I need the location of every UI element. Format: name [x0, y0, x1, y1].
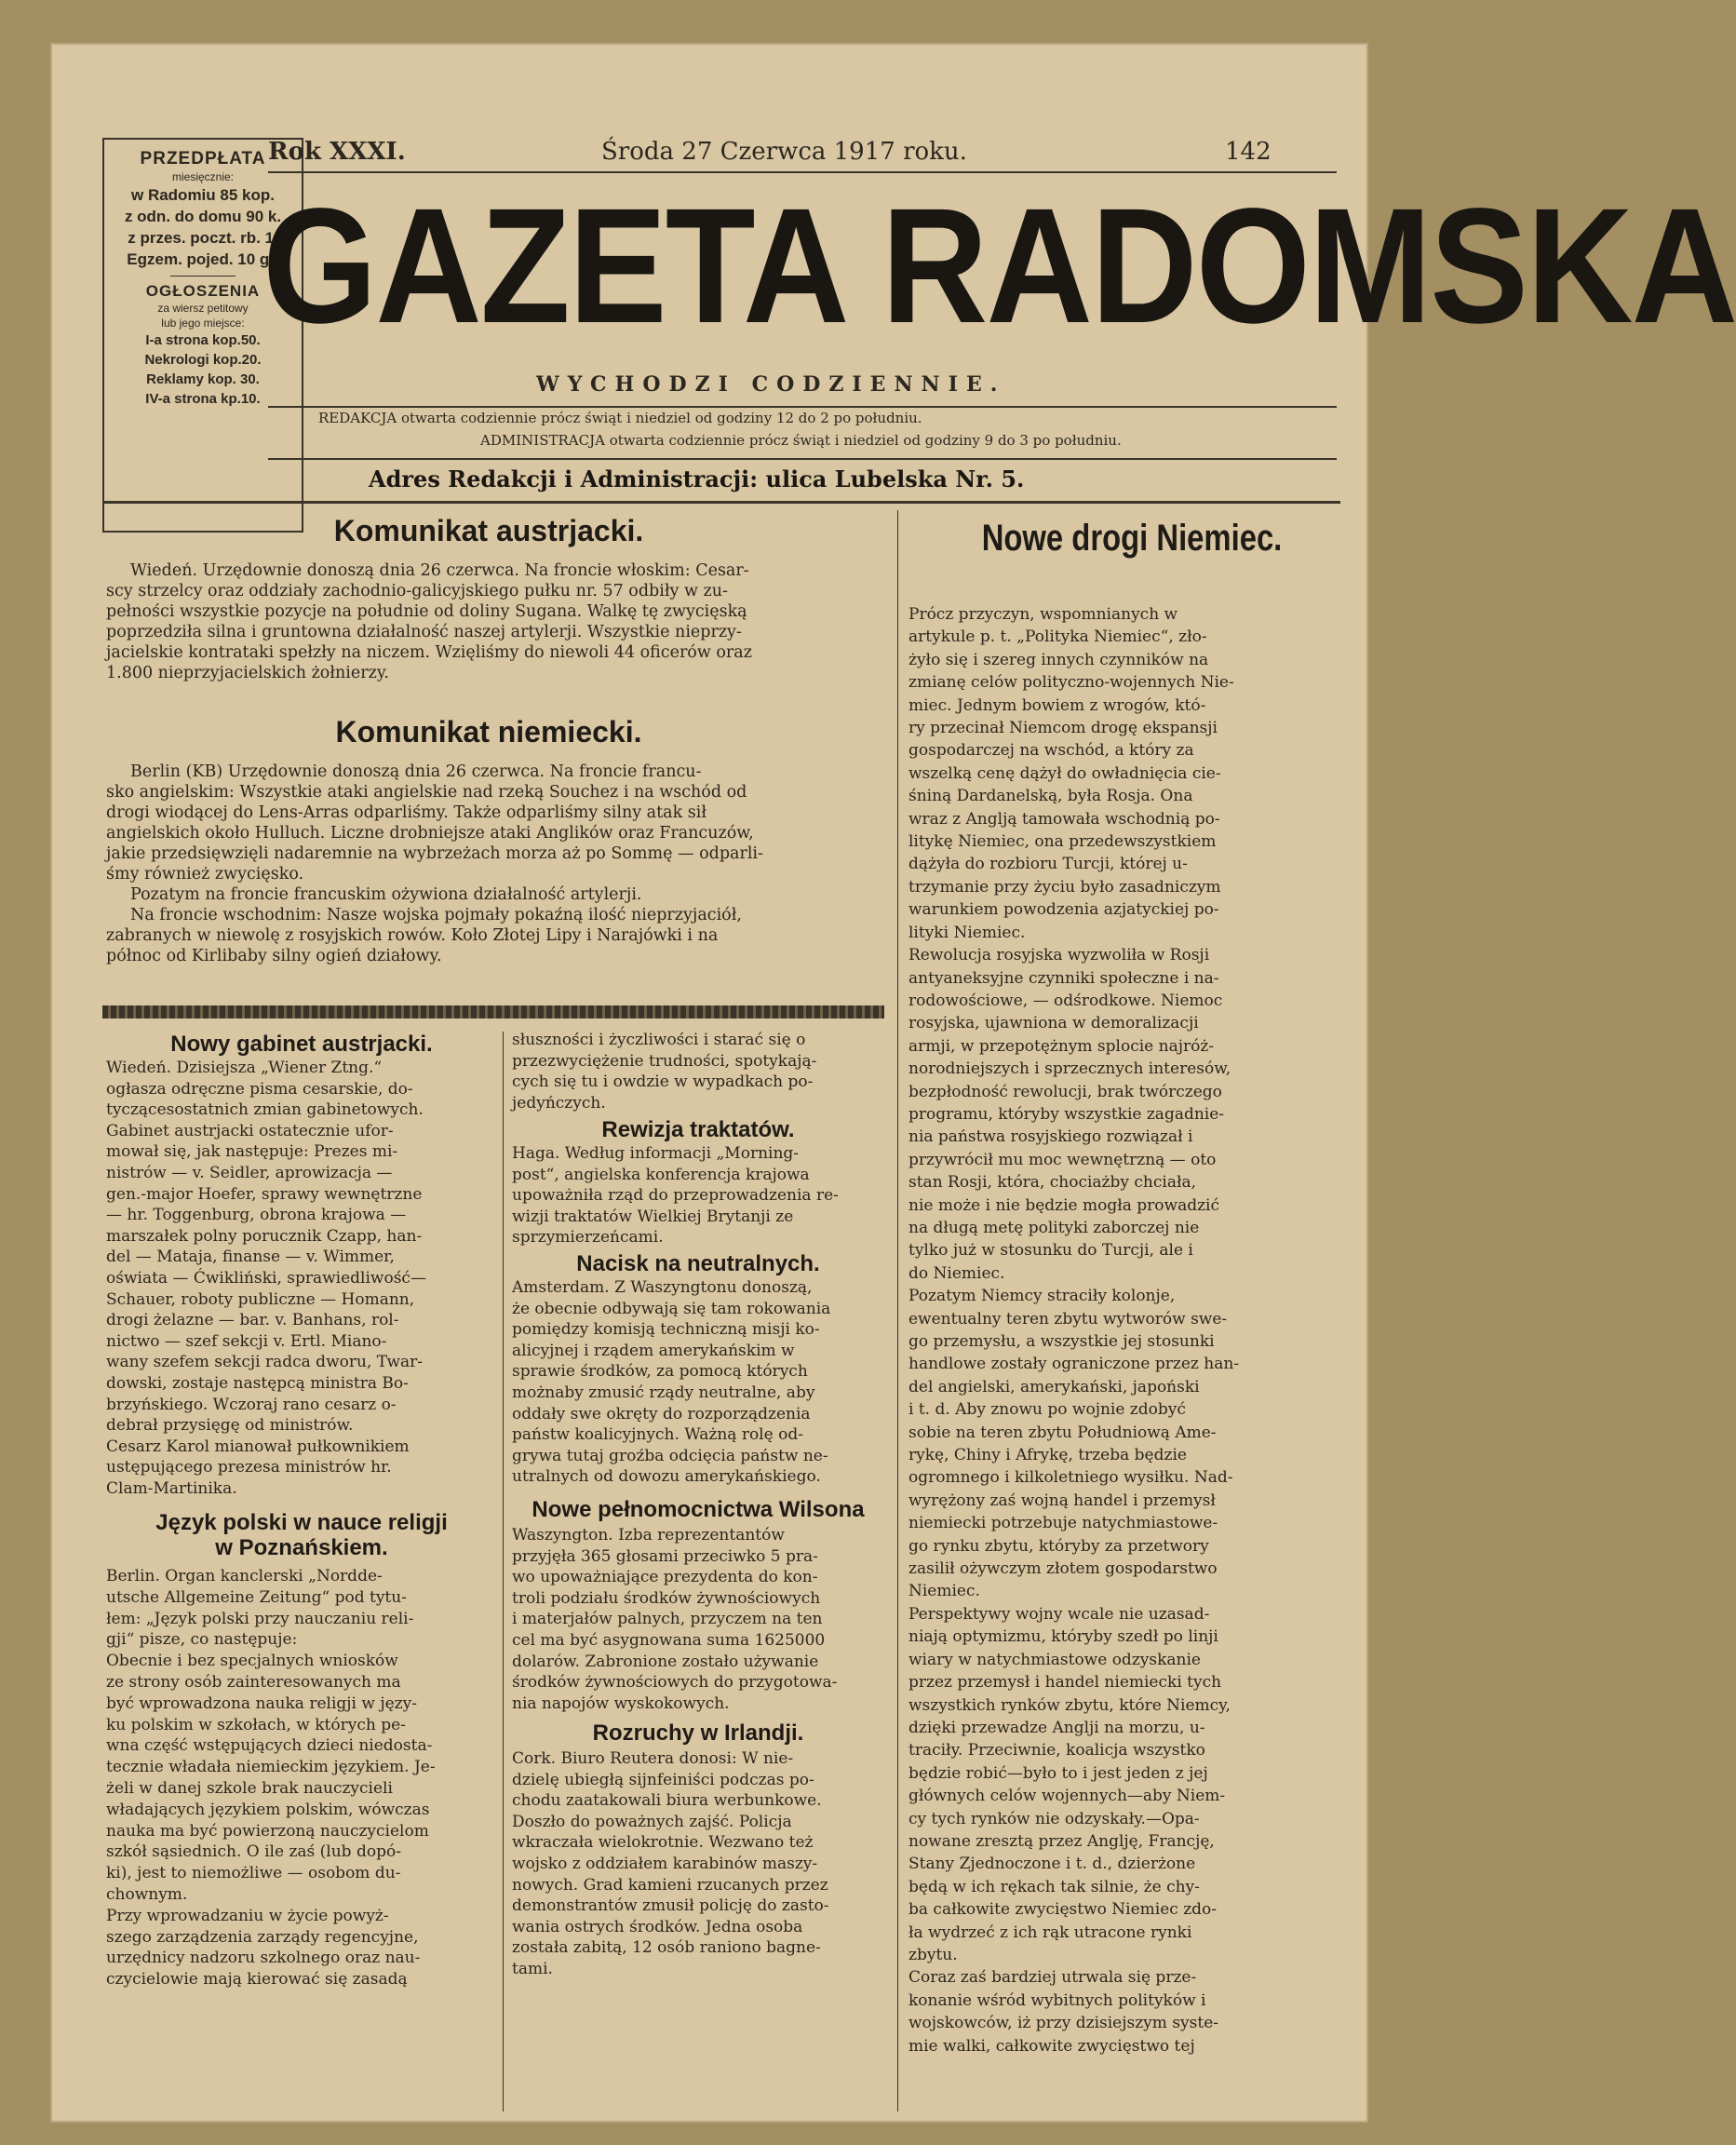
text-line: i materjałów palnych, przyczem na ten [512, 1610, 823, 1629]
headline-line: w Poznańskiem. [215, 1535, 388, 1560]
text-line: cy tych rynków nie odzyskały.—Opa- [908, 1809, 1200, 1828]
text-line: tylko już w stosunku do Turcji, ale i [908, 1241, 1193, 1261]
text-line: Cork. Biuro Reutera donosi: W nie- [512, 1749, 794, 1768]
text-line: rykę, Chiny i Afrykę, trzeba będzie [908, 1446, 1187, 1465]
headline-new-paths-germany: Nowe drogi Niemiec. [981, 518, 1283, 559]
headline-line: Język polski w nauce religji [155, 1510, 448, 1535]
text-line: sobie na teren zbytu Południową Ame- [908, 1423, 1217, 1442]
text-line: troli podziału środków żywnościowych [512, 1588, 821, 1608]
text-line: Haga. Według informacji „Morning- [512, 1144, 800, 1163]
text-line: nictwo — szef sekcji v. Ertl. Miano- [106, 1331, 387, 1351]
ad-rate: Nekrologi kop.20. [144, 352, 262, 368]
redakcja-info: REDAKCJA otwarta codziennie prócz świąt i niedziel od godziny 12 do 2 po południu. [318, 410, 922, 426]
text-line: del angielski, amerykański, japoński [908, 1377, 1200, 1396]
text-line: ła wydrzeć z ich rąk utracone rynki [908, 1922, 1192, 1942]
text-line: gji“ pisze, co następuje: [106, 1630, 298, 1650]
text-line: wojskowców, iż przy dzisiejszym syste- [908, 2014, 1219, 2033]
text-line: wany szefem sekcji radca dworu, Twar- [106, 1353, 424, 1372]
headline-ireland: Rozruchy w Irlandji. [592, 1720, 804, 1746]
column-rule [503, 1032, 504, 2111]
text-line: mie walki, całkowite zwycięstwo tej [908, 2036, 1195, 2056]
text-line: Schauer, roboty publiczne — Homann, [106, 1289, 415, 1309]
text-line: armji, w przepotężnym splocie najróż- [908, 1036, 1215, 1056]
text-line: wna część wstępujących dzieci niedosta- [106, 1736, 433, 1756]
text-line: tyczącesostatnich zmian gabinetowych. [106, 1100, 424, 1120]
ad-rate: I-a strona kop.50. [145, 332, 261, 348]
text-line: nistrów — v. Seidler, aprowizacja — [106, 1163, 393, 1182]
text-line: państw koalicyjnych. Ważną rolę od- [512, 1425, 803, 1445]
text-line: zbytu. [908, 1945, 958, 1964]
text-line: ewentualny teren zbytu wytworów swe- [908, 1309, 1228, 1329]
text-line: Coraz zaś bardziej utrwala się prze- [908, 1968, 1197, 1988]
text-line: środków żywnościowych do przygotowa- [512, 1673, 838, 1693]
text-line: Waszyngton. Izba reprezentantów [512, 1526, 785, 1545]
text-line: miec. Jednym bowiem z wrogów, któ- [908, 695, 1206, 715]
text-line: scy strzelcy oraz oddziały zachodnio-galicyjskiego pułku nr. 57 odbiły w zu- [106, 582, 728, 600]
text-line: śmy również zwycięsko. [106, 865, 304, 884]
text-line: żeli w danej szkole brak nauczycieli [106, 1778, 393, 1798]
text-line: ry przecinał Niemcom drogę ekspansji [908, 719, 1218, 738]
text-line: głównych celów wojennych—aby Niem- [908, 1787, 1226, 1806]
issue-number: 142 [1225, 138, 1272, 166]
text-line: możnaby zmusić rządy neutralne, aby [512, 1383, 815, 1402]
newspaper-page [52, 45, 1736, 2121]
header-bottom-rule [102, 501, 1340, 504]
text-line: Prócz przyczyn, wspomnianych w [908, 605, 1178, 624]
text-line: jacielskie kontrataki spełzły na niczem. Wzięliśmy do niewoli 44 oficerów oraz [106, 643, 752, 662]
text-line: — hr. Toggenburg, obrona krajowa — [106, 1206, 407, 1225]
article-ireland [512, 1748, 884, 1980]
text-line: Wiedeń. Urzędownie donoszą dnia 26 czerwca. Na froncie włoskim: Cesar- [130, 561, 749, 580]
article-austrian-communique [106, 560, 875, 683]
text-line: że obecnie odbywają się tam rokowania [512, 1299, 831, 1318]
ad-rate: Reklamy kop. 30. [146, 371, 260, 387]
text-line: ogromnego i kilkoletniego wysiłku. Nad- [908, 1468, 1233, 1488]
administracja-info: ADMINISTRACJA otwarta codziennie prócz świąt i niedziel od godziny 9 do 3 po południu. [480, 432, 1122, 449]
text-line: wszystkich rynków zbytu, które Niemcy, [908, 1695, 1231, 1715]
text-line: dążyła do rozbioru Turcji, której u- [908, 855, 1188, 874]
headline-wilson: Nowe pełnomocnictwa Wilsona [532, 1497, 865, 1522]
text-line: Berlin. Organ kanclerski „Nordde- [106, 1567, 383, 1585]
text-line: grywa tutaj groźba odcięcia państw ne- [512, 1446, 828, 1465]
rate-line: Egzem. pojed. 10 gr. [127, 250, 279, 268]
headline-new-cabinet: Nowy gabinet austrjacki. [170, 1032, 433, 1057]
text-line: i t. d. Aby znowu po wojnie zdobyć [908, 1400, 1186, 1420]
text-line: nowane zresztą przez Anglję, Francję, [908, 1831, 1215, 1851]
text-line: została zabitą, 12 osób raniono bagne- [512, 1938, 821, 1958]
article-continuation [512, 1030, 884, 1113]
text-line: del — Mataja, finanse — v. Wimmer, [106, 1248, 395, 1267]
text-line: Berlin (KB) Urzędownie donoszą dnia 26 czerwca. Na froncie francu- [130, 762, 702, 781]
text-line: chownym. [106, 1884, 188, 1904]
ads-sub: za wiersz petitowy [157, 302, 249, 315]
text-line: urzędnicy nadzoru szkolnego oraz nau- [106, 1949, 421, 1968]
text-line: Na froncie wschodnim: Nasze wojska pojmały pokaźną ilość nieprzyjaciół, [130, 906, 742, 924]
text-line: cel ma być asygnowana suma 1625000 [512, 1630, 826, 1650]
text-line: dzięki przewadze Anglji na morzu, u- [908, 1718, 1205, 1737]
text-line: bezpłodność rewolucji, brak twórczego [908, 1082, 1222, 1101]
text-line: konanie wśród wybitnych polityków i [908, 1990, 1206, 2010]
article-treaty-revision [512, 1143, 884, 1248]
text-line: Clam-Martinika. [106, 1478, 237, 1498]
article-new-paths-germany [908, 603, 1350, 2057]
text-line: programu, któryby wszystkie zagadnie- [908, 1104, 1225, 1124]
article-neutrals [512, 1277, 884, 1488]
text-line: rodowościowe, — odśrodkowe. Niemoc [908, 991, 1223, 1010]
text-line: Pozatym Niemcy straciły kolonje, [908, 1287, 1176, 1306]
text-line: Gabinet austrjacki ostatecznie ufor- [106, 1121, 394, 1140]
headline-neutrals: Nacisk na neutralnych. [576, 1251, 820, 1276]
text-line: wania ostrych środków. Jedna osoba [512, 1917, 803, 1936]
text-line: pełności wszystkie pozycje na południe od doliny Sugana. Walkę tę zwycięską [106, 602, 747, 621]
text-line: jedyńczych. [512, 1093, 606, 1113]
text-line: jakie przedsięwzięli nadaremnie na wybrzeżach morza aż po Sommę — odparli- [106, 844, 763, 863]
text-line: tecznie władała niemieckim językiem. Je- [106, 1758, 436, 1777]
text-line: wizji traktatów Wielkiej Brytanji ze [512, 1207, 794, 1226]
text-line: nauka ma być powierzoną nauczycielom [106, 1821, 429, 1841]
subscription-sub: miesięcznie: [171, 170, 235, 183]
text-line: sko angielskim: Wszystkie ataki angielskie nad rzeką Souchez i na wschód od [106, 783, 747, 802]
text-line: pomiędzy komisją techniczną misji ko- [512, 1320, 820, 1340]
text-line: wo upoważniające prezydenta do kon- [512, 1568, 818, 1587]
text-line: utralnych od dowozu amerykańskiego. [512, 1467, 821, 1487]
text-line: alicyjnej i rządem amerykańskim w [512, 1341, 795, 1360]
text-line: nia państwa rosyjskiego rozwiązał i [908, 1127, 1193, 1147]
ads-title: OGŁOSZENIA [145, 282, 261, 300]
text-line: warunkiem powodzenia azjatyckiej po- [908, 900, 1219, 920]
article-german-communique [106, 762, 875, 966]
text-line: Amsterdam. Z Waszyngtonu donoszą, [512, 1278, 813, 1297]
text-line: śniną Dardanelską, była Rosja. Ona [908, 787, 1193, 806]
text-line: wraz z Anglją tamowała wschodnią po- [908, 809, 1220, 829]
text-line: Stany Zjednoczone i t. d., dzierżone [908, 1855, 1196, 1874]
article-wilson [512, 1525, 884, 1714]
text-line: zmianę celów polityczno-wojennych Nie- [908, 673, 1234, 693]
text-line: nowych. Grad kamieni rzucanych przez [512, 1875, 828, 1895]
text-line: wyrężony zaś wojną handel i przemysł [908, 1491, 1216, 1510]
text-line: Perspektywy wojny wcale nie uzasad- [908, 1604, 1210, 1624]
text-line: będą w ich rękach tak silnie, że chy- [908, 1877, 1200, 1896]
text-line: sprzymierzeńcami. [512, 1228, 664, 1248]
text-line: ku polskim w szkołach, w których pe- [106, 1715, 406, 1734]
text-line: ze strony osób zainteresowanych ma [106, 1672, 401, 1692]
text-line: norodniejszych i sprzecznych interesów, [908, 1059, 1231, 1079]
text-line: czycielowie mają kierować się zasadą [106, 1970, 408, 1990]
text-line: ki), jest to niemożliwe — osobom du- [106, 1864, 401, 1883]
text-line: władających językiem polskim, wówczas [106, 1800, 430, 1819]
column-rule [897, 510, 898, 2111]
ads-sub: lub jego miejsce: [161, 317, 245, 330]
subscription-title: PRZEDPŁATA [140, 149, 266, 169]
text-line: wiary w natychmiastowe odzyskanie [908, 1650, 1201, 1669]
text-line: litykę Niemiec, ona przedewszystkiem [908, 832, 1217, 852]
text-line: ustępującego prezesa ministrów hr. [106, 1458, 392, 1477]
text-line: poprzedziła silna i gruntowna działalność naszej artylerji. Wszystkie nieprzy- [106, 623, 742, 641]
text-line: niemiecki potrzebuje natychmiastowe- [908, 1514, 1218, 1533]
text-line: oświata — Ćwikliński, sprawiedliwość— [106, 1268, 426, 1288]
text-line: sprawie środków, za pomocą których [512, 1362, 808, 1382]
text-line: Obecnie i bez specjalnych wniosków [106, 1652, 398, 1671]
text-line: szkół sąsiednich. O ile zaś (lub dopó- [106, 1842, 401, 1862]
text-line: gospodarczej na wschód, a który za [908, 741, 1194, 761]
text-line: traciły. Przeciwnie, koalicja wszystko [908, 1741, 1205, 1761]
info-rule [268, 458, 1337, 460]
text-line: wojsko z oddziałem karabinów maszy- [512, 1854, 818, 1873]
masthead-rule [268, 406, 1337, 408]
text-line: dolarów. Zabronione zostało używanie [512, 1652, 819, 1671]
text-line: tami. [512, 1959, 553, 1978]
text-line: zabranych w niewolę z rosyjskich rowów. Koło Złotej Lipy i Narajówki i na [106, 926, 719, 945]
text-line: rosyjska, ujawniona w demoralizacji [908, 1014, 1199, 1033]
text-line: niają optymizmu, któryby szedł po linji [908, 1627, 1218, 1647]
text-line: do Niemiec. [908, 1263, 1005, 1283]
text-line: 1.800 nieprzyjacielskich żołnierzy. [106, 664, 389, 682]
text-line: chodu zaatakowali biura werbunkowe. [512, 1791, 822, 1811]
text-line: dowski, zostaje następcą ministra Bo- [106, 1373, 409, 1393]
text-line: Pozatym na froncie francuskim ożywiona działalność artylerji. [130, 885, 642, 904]
article-polish-language [106, 1566, 497, 1990]
text-line: handlowe zostały ograniczone przez han- [908, 1355, 1240, 1374]
headline-treaty-revision: Rewizja traktatów. [601, 1117, 795, 1142]
section-separator [102, 1005, 884, 1019]
text-line: lityki Niemiec. [908, 923, 1026, 942]
text-line: go rynku zbytu, któryby za przetwory [908, 1536, 1209, 1556]
text-line: angielskich około Hulluch. Liczne drobniejsze ataki Anglików oraz Francuzów, [106, 824, 754, 843]
text-line: Doszło do poważnych zajść. Policja [512, 1812, 792, 1831]
text-line: wszelką cenę dążył do owładnięcia cie- [908, 763, 1221, 783]
text-line: ba całkowite zwycięstwo Niemiec zdo- [908, 1900, 1218, 1920]
headline-german-communique: Komunikat niemiecki. [335, 715, 642, 749]
text-line: słuszności i życzliwości i starać się o [512, 1031, 806, 1049]
text-line: przyjęła 365 głosami przeciwko 5 pra- [512, 1546, 818, 1566]
headline-polish-language [106, 1510, 497, 1560]
headline-austrian-communique: Komunikat austrjacki. [333, 514, 644, 547]
text-line: Przy wprowadzaniu w życie powyż- [106, 1906, 389, 1925]
ad-rate: IV-a strona kp.10. [145, 391, 261, 407]
text-line: Cesarz Karol mianował pułkownikiem [106, 1437, 410, 1456]
text-line: nie może i nie będzie mogła prowadzić [908, 1195, 1220, 1215]
rate-line: z przes. poczt. rb. 1. [128, 229, 278, 247]
text-line: brzyńskiego. Wczoraj rano cesarz o- [106, 1395, 397, 1414]
text-line: go przemysłu, a wszystkie jej stosunki [908, 1332, 1215, 1351]
text-line: wkraczała wielokrotnie. Wezwano też [512, 1833, 814, 1853]
text-line: artykule p. t. „Polityka Niemiec“, zło- [908, 627, 1207, 647]
text-line: trzymanie przy życiu było zasadniczym [908, 877, 1221, 897]
text-line: post“, angielska konferencja krajowa [512, 1165, 810, 1184]
rate-line: z odn. do domu 90 k. [124, 208, 282, 225]
text-line: szego zarządzenia zarządy regencyjne, [106, 1927, 419, 1947]
text-line: północ od Kirlibaby silny ogień działowy. [106, 947, 442, 965]
text-line: zasilił ożywczym złotem gospodarstwo [908, 1559, 1218, 1579]
text-line: mował się, jak następuje: Prezes mi- [106, 1142, 398, 1162]
text-line: łem: „Język polski przy nauczaniu reli- [106, 1609, 414, 1628]
top-rule [268, 171, 1337, 173]
text-line: upoważniła rząd do przeprowadzenia re- [512, 1186, 839, 1206]
article-new-cabinet [106, 1058, 497, 1499]
text-line: marszałek polny porucznik Czapp, han- [106, 1226, 423, 1246]
text-line: dzielę ubiegłą sijnfeiniści podczas po- [512, 1770, 814, 1789]
text-line: będzie robić—było to i jest jeden z jej [908, 1763, 1208, 1783]
text-line: przez przemysł i handel niemiecki tych [908, 1673, 1222, 1693]
text-line: antyaneksyjne czynniki społeczne i na- [908, 968, 1219, 988]
masthead-title: GAZETA RADOMSKA [262, 175, 1736, 358]
text-line: ogłasza odręczne pisma cesarskie, do- [106, 1079, 413, 1099]
text-line: cych się tu i owdzie w wypadkach po- [512, 1072, 814, 1092]
text-line: demonstrantów zmusił policję do zasto- [512, 1896, 829, 1916]
text-line: przezwyciężenie trudności, spotykają- [512, 1051, 817, 1071]
text-line: drogi wiodącej do Lens-Arras odparliśmy. Także odparliśmy silny atak sił [106, 803, 707, 822]
address-line: Adres Redakcji i Administracji: ulica Lubelska Nr. 5. [369, 465, 1025, 492]
text-line: nia napojów wyskokowych. [512, 1693, 730, 1713]
text-line: utsche Allgemeine Zeitung“ pod tytu- [106, 1587, 407, 1607]
text-line: debrał przysięgę od ministrów. [106, 1416, 354, 1436]
text-line: gen.-major Hoefer, sprawy wewnętrzne [106, 1184, 423, 1204]
masthead-subtitle: WYCHODZI CODZIENNIE. [536, 372, 1006, 397]
text-line: żyło się i szereg innych czynników na [908, 650, 1209, 669]
box-divider [170, 276, 236, 277]
text-line: przywrócił mu moc wewnętrzną — oto [908, 1150, 1217, 1169]
rate-line: w Radomiu 85 kop. [131, 186, 275, 204]
text-line: na długą metę polityki zaborczej nie [908, 1218, 1200, 1237]
text-line: Wiedeń. Dzisiejsza „Wiener Ztng.“ [106, 1059, 383, 1077]
text-line: oddały swe okręty do rozporządzenia [512, 1404, 811, 1423]
text-line: Niemiec. [908, 1582, 980, 1601]
text-line: stan Rosji, która, chociażby chciała, [908, 1173, 1197, 1193]
issue-date: Środa 27 Czerwca 1917 roku. [601, 138, 967, 166]
text-line: Rewolucja rosyjska wyzwoliła w Rosji [908, 946, 1210, 965]
issue-year: Rok XXXI. [268, 138, 406, 166]
text-line: być wprowadzona nauka religji w języ- [106, 1693, 417, 1713]
text-line: drogi żelazne — bar. v. Banhans, rol- [106, 1311, 399, 1330]
